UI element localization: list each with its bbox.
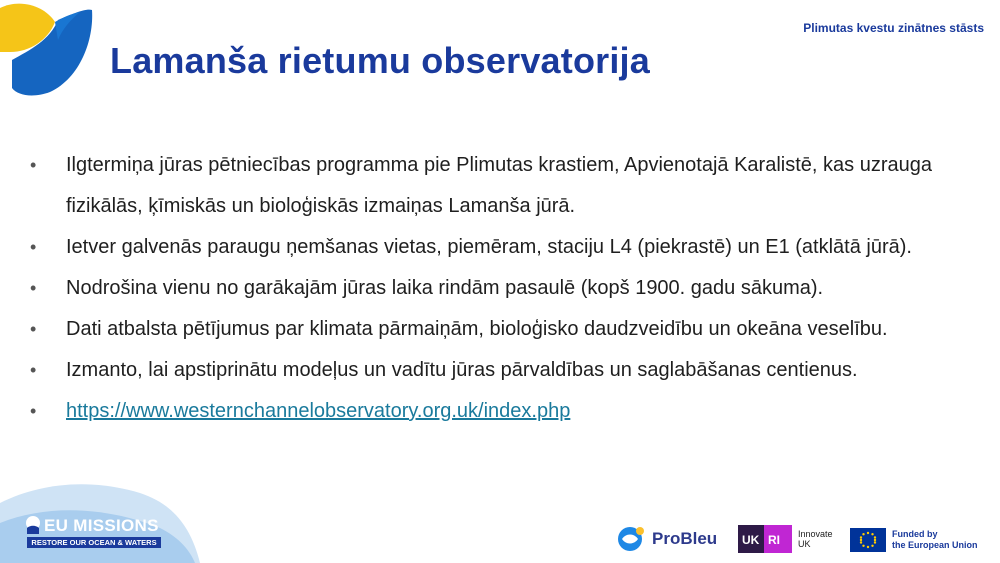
page-title: Lamanša rietumu observatorija <box>110 40 650 81</box>
eu-missions-title: EU MISSIONS <box>44 516 159 535</box>
bullet-item: • Nodrošina vienu no garākajām jūras laika rindām pasaulē (kopš 1900. gadu sākuma). <box>30 268 985 309</box>
observatory-link[interactable]: https://www.westernchannelobservatory.org.uk/index.php <box>66 400 571 422</box>
innovate-uk-logo <box>738 525 833 553</box>
eu-missions-subtitle: RESTORE OUR OCEAN & WATERS <box>27 537 161 548</box>
bullet-item: • Izmanto, lai apstiprinātu modeļus un vadītu jūras pārvaldības un saglabāšanas centienus. <box>30 350 985 391</box>
innovate-uk-label: UK <box>798 539 811 549</box>
eu-funded-line1: Funded by <box>892 529 938 539</box>
mission-logo-icon <box>0 0 100 100</box>
svg-text:RI: RI <box>768 533 780 547</box>
probleu-logo <box>616 525 717 553</box>
probleu-label: ProBleu <box>652 529 718 548</box>
bullet-item: • Dati atbalsta pētījumus par klimata pārmaiņām, bioloģisko daudzveidību un okeāna veselību. <box>30 309 985 350</box>
innovate-label: Innovate <box>798 529 833 539</box>
eu-missions-icon <box>24 514 42 536</box>
svg-text:UK: UK <box>742 533 760 547</box>
eu-funded-line2: the European Union <box>892 540 978 550</box>
bullet-item: • Ietver galvenās paraugu ņemšanas vietas, piemēram, staciju L4 (piekrastē) un E1 (atklātā jūrā). <box>30 227 985 268</box>
eu-funded-logo <box>850 528 978 552</box>
series-label: Plimutas kvestu zinātnes stāsts <box>803 21 984 35</box>
probleu-icon <box>616 525 646 553</box>
bullet-item: • Ilgtermiņa jūras pētniecības programma pie Plimutas krastiem, Apvienotajā Karalistē, kas uzrauga fizikālās, ķīmiskās un bioloģiskās izmaiņas Lamanša jūrā. <box>30 145 985 227</box>
ukri-icon <box>738 525 792 553</box>
bullet-list <box>30 145 985 432</box>
bullet-item-link <box>30 391 985 432</box>
eu-flag-icon <box>850 528 886 552</box>
